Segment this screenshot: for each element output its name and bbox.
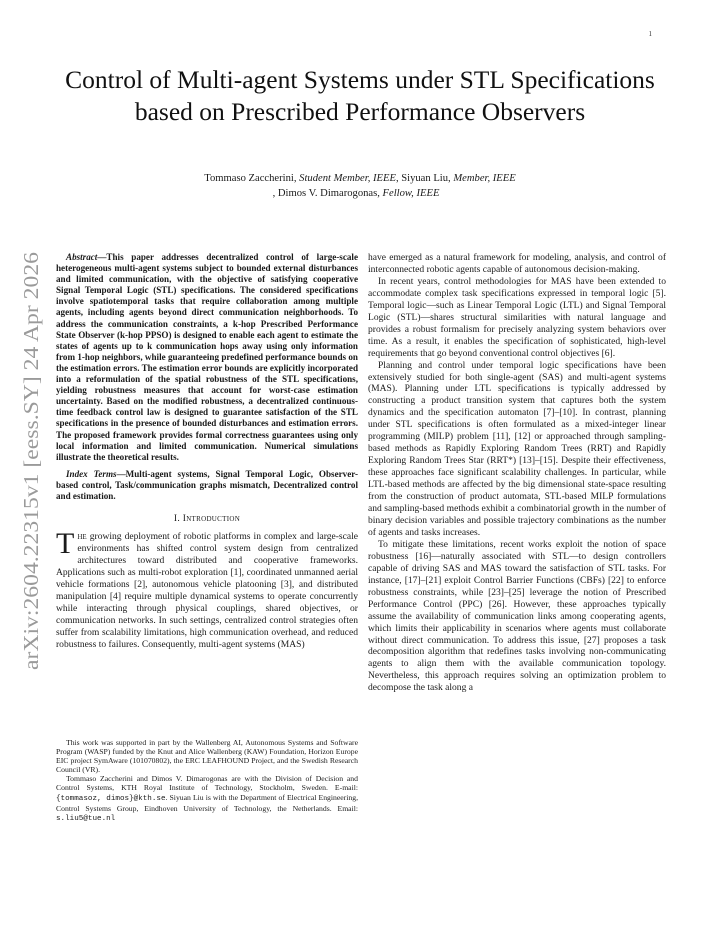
section-heading-introduction: I. Introduction [173, 514, 241, 525]
index-terms-lead: Index Terms [66, 468, 117, 479]
index-terms-text: —Multi-agent systems, Signal Temporal Logic, Observer-based control, Task/communication graphs mismatch, Decentralized control and estimation. [56, 468, 358, 501]
page-number: 1 [648, 30, 652, 38]
affiliation-text: . Siyuan Liu is with the Department of Electrical Engineering, Control Systems Group, Eindhoven University of Technology, the Netherlands. Email: [56, 792, 358, 813]
author-email[interactable]: {tommasoz, dimos}@kth.se [56, 794, 166, 803]
author-email[interactable]: s.liu5@tue.nl [56, 814, 116, 823]
left-column [56, 252, 358, 651]
arxiv-stamp [8, 250, 48, 670]
author-name: , Dimos V. Dimarogonas, [272, 187, 383, 199]
body-paragraph: In recent years, control methodologies for MAS have been extended to accommodate complex task specifications expressed in temporal logic [5]. Temporal logic—such as Linear Temporal Logic (LTL) and Signal Temporal Logic (STL)—shares structural similarities with natural language and provides a robust formalism for precisely analyzing system behaviors over time. As a result, it enables the specification of sophisticated, high-level requirements that go beyond conventional control objectives [6]. [368, 275, 666, 359]
author-name: Tommaso Zaccherini, [204, 173, 300, 184]
abstract-lead: Abstract [66, 252, 98, 262]
author-name: , Siyuan Liu, [395, 173, 454, 184]
drop-cap: T [56, 527, 75, 561]
right-column [368, 252, 666, 694]
affiliation-text: Tommaso Zaccherini and Dimos V. Dimarogonas are with the Division of Decision and Control Systems, KTH Royal Institute of Technology, Stockholm, Sweden. E-mail: [56, 774, 358, 793]
intro-paragraph [56, 527, 358, 651]
author-list [60, 172, 660, 201]
body-paragraph: have emerged as a natural framework for modeling, analysis, and control of interconnected robotic agents capable of autonomous decision-making. [368, 252, 666, 275]
author-affiliation-role: Fellow, IEEE [382, 187, 440, 199]
abstract [56, 252, 358, 463]
funding-footnote: This work was supported in part by the Wallenberg AI, Autonomous Systems and Software Program (WASP) funded by the Knut and Alice Wallenberg (KAW) Foundation, Horizon Europe EIC project SymAware (101070802), the ERC LEAFHOUND Project, and the Swedish Research Council (VR). [56, 738, 358, 775]
affiliation-footnote [56, 774, 358, 823]
author-affiliation-role: Member, IEEE [453, 173, 516, 184]
intro-text: growing deployment of robotic platforms in complex and large-scale environments has shifted control system design from centralized architectures toward distributed and cooperative frameworks. Applications such as multi-robot exploration [1], coordinated unmanned aerial vehicle formations [2], autonomous vehicle platooning [3], and distributed manipulation [4] require multiple dynamical systems to operate concurrently while interacting through physical couplings, shared objectives, or communication networks. In such settings, centralized control strategies often suffer from scalability limitations, high communication overhead, and reduced robustness to failures. Consequently, multi-agent systems (MAS) [56, 531, 358, 650]
index-terms [56, 469, 358, 502]
arxiv-stamp-text: arXiv:2604.22315v1 [eess.SY] 24 Apr 2026 [19, 290, 43, 670]
abstract-text: —This paper addresses decentralized control of large-scale heterogeneous multi-agent systems subject to bounded external disturbances and limited communication, with the objective of satisfying cooperative Signal Temporal Logic (STL) specifications. The considered specifications involve spatiotemporal tasks that require collaboration among multiple agents, including agents beyond direct communication neighborhoods. To address the communication constraints, a k-hop Prescribed Performance State Observer (k-hop PPSO) is designed to enable each agent to estimate the states of agents up to k communication hops away using only information from 1-hop neighbors, while guaranteeing predefined performance bounds on the estimation errors. The estimation error bounds are explicitly incorporated into a reformulation of the spatial robustness of the STL specifications, yielding robustness measures that account for worst-case estimation uncertainty. Based on the modified robustness, a decentralized continuous-time feedback control law is designed to guarantee satisfaction of the STL specifications in the presence of bounded disturbances and estimation errors. The proposed framework provides formal correctness guarantees using only local information and limited communication. Numerical simulations illustrate the theoretical results. [56, 252, 358, 462]
footnotes [56, 738, 358, 824]
author-affiliation-role: Student Member, IEEE [299, 173, 396, 184]
body-paragraph: To mitigate these limitations, recent works exploit the notion of space robustness [16]—naturally associated with STL—to design controllers capable of driving SAS and MAS toward the satisfaction of STL tasks. For instance, [17]–[21] exploit Control Barrier Functions (CBFs) [22] to enforce robustness constraints, while [23]–[25] leverage the notion of Prescribed Performance Control (PPC) [26]. However, these approaches typically assume the availability of communication links among cooperating agents, which limits their applicability in scenarios where agents must collaborate without direct communication. To address this issue, [27] proposes a task decomposition algorithm that redefines tasks involving non-communicating agents to align them with the available communication topology. Nevertheless, this approach requires solving an optimization problem to decompose the task along a [368, 538, 666, 694]
paper-title: Control of Multi-agent Systems under STL Specifications based on Prescribed Performance Observers [65, 65, 655, 126]
body-paragraph: Planning and control under temporal logic specifications have been extensively studied for both single-agent (SAS) and multi-agent systems (MAS). Planning under LTL specifications is typically addressed by constructing a product transition system that captures both the system dynamics and the specification automaton [7]–[10]. In contrast, planning under STL specifications is often formulated as a mixed-integer linear programming (MILP) problem [11], [12] or approached through sampling-based methods as Rapidly Exploring Random Trees (RRT) and Rapidly Exploring Random Trees Star (RRT*) [13]–[15]. Despite their effectiveness, these approaches face significant scalability challenges. In particular, while LTL-based methods are affected by the big dimensional state-space resulting from the construction of product automata, STL-based MILP formulations and sampling-based methods exhibit a combinatorial growth in the number of binary decision variables and possible trajectory combinations as the number of agents and tasks increases. [368, 359, 666, 538]
intro-lead-word: he [77, 531, 87, 543]
